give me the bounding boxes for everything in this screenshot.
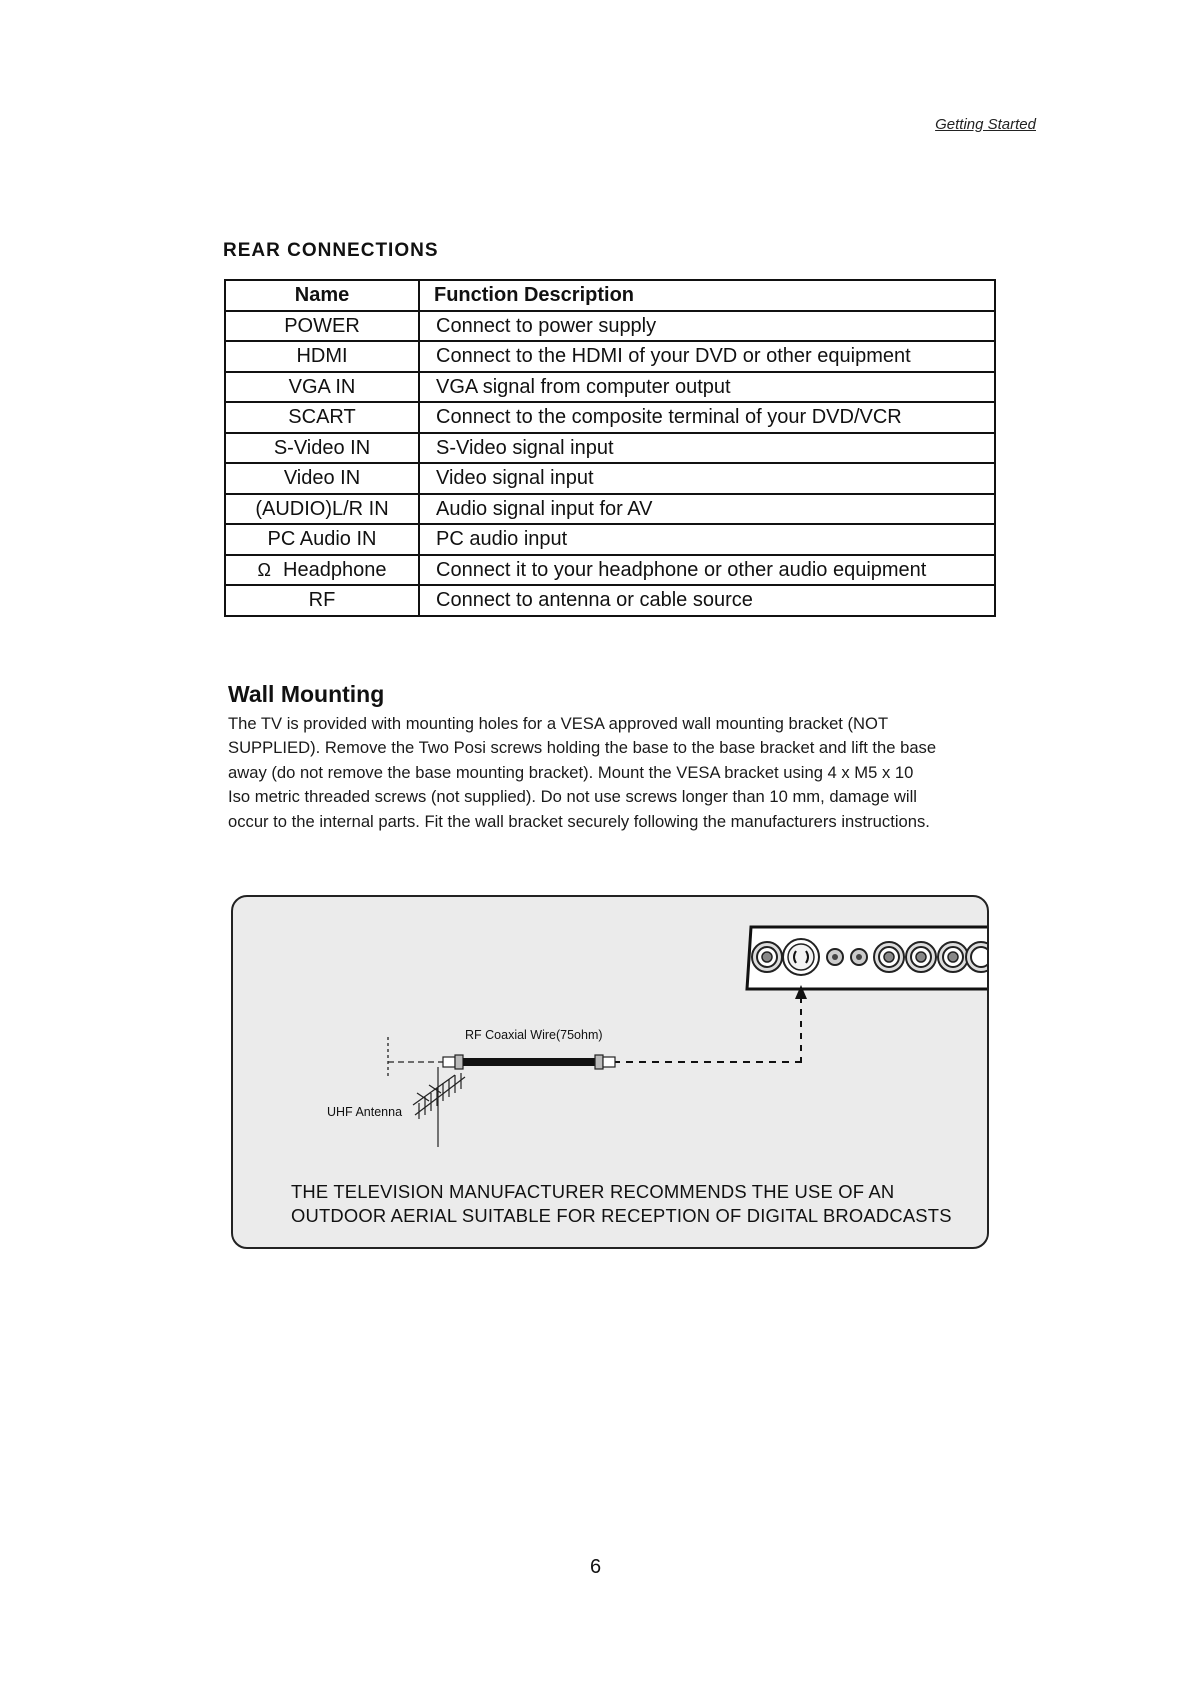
headphone-icon: Ω xyxy=(257,559,272,580)
connection-description: VGA signal from computer output xyxy=(419,372,995,403)
wall-mounting-line: Iso metric threaded screws (not supplied). Do not use screws longer than 10 mm, damage will xyxy=(228,787,917,807)
rf-socket-icon xyxy=(783,939,819,975)
connection-description: Connect to power supply xyxy=(419,311,995,342)
rear-connections-title: REAR CONNECTIONS xyxy=(223,240,439,261)
wall-mounting-title: Wall Mounting xyxy=(228,681,385,707)
notice-line: OUTDOOR AERIAL SUITABLE FOR RECEPTION OF DIGITAL BROADCASTS xyxy=(291,1205,952,1226)
connector-icon xyxy=(752,942,782,972)
connector-icon xyxy=(966,942,987,972)
wall-mounting-line: away (do not remove the base mounting bracket). Mount the VESA bracket using 4 x M5 x 10 xyxy=(228,762,914,782)
connection-description: Connect it to your headphone or other audio equipment xyxy=(419,555,995,586)
connection-description: Video signal input xyxy=(419,463,995,494)
coax-cable-label: RF Coaxial Wire(75ohm) xyxy=(465,1028,603,1042)
connection-description: Connect to antenna or cable source xyxy=(419,585,995,616)
connection-name: RF xyxy=(225,585,419,616)
connection-name: HDMI xyxy=(225,341,419,372)
connection-description: Connect to the HDMI of your DVD or other equipment xyxy=(419,341,995,372)
antenna-connection-diagram xyxy=(231,895,989,1249)
aerial-recommendation-notice xyxy=(291,1180,952,1228)
column-header-name: Name xyxy=(225,280,419,311)
table-row xyxy=(225,494,995,525)
table-header-row xyxy=(225,280,995,311)
connection-name: Video IN xyxy=(225,463,419,494)
small-jack-icon xyxy=(827,949,843,965)
connector-icon xyxy=(938,942,968,972)
wall-mounting-text xyxy=(228,712,988,834)
table-row xyxy=(225,585,995,616)
connection-name: VGA IN xyxy=(225,372,419,403)
page-number: 6 xyxy=(589,1556,602,1578)
connection-description: Connect to the composite terminal of your DVD/VCR xyxy=(419,402,995,433)
connection-description: PC audio input xyxy=(419,524,995,555)
table-row xyxy=(225,463,995,494)
connection-name: (AUDIO)L/R IN xyxy=(225,494,419,525)
section-header-label: Getting Started xyxy=(935,116,1036,133)
small-jack-icon xyxy=(851,949,867,965)
tv-rear-panel xyxy=(747,927,987,989)
connector-icon xyxy=(906,942,936,972)
uhf-antenna-label: UHF Antenna xyxy=(327,1105,403,1119)
table-row xyxy=(225,372,995,403)
wall-mounting-line: The TV is provided with mounting holes for a VESA approved wall mounting bracket (NOT xyxy=(228,714,889,733)
table-row xyxy=(225,341,995,372)
connection-description: S-Video signal input xyxy=(419,433,995,464)
coaxial-cable-icon xyxy=(388,1037,615,1079)
wall-mounting-line: SUPPLIED). Remove the Two Posi screws holding the base to the base bracket and lift the base xyxy=(228,738,937,758)
table-row xyxy=(225,524,995,555)
connection-name-cell xyxy=(225,555,419,586)
table-row xyxy=(225,555,995,586)
connection-description: Audio signal input for AV xyxy=(419,494,995,525)
connection-name: S-Video IN xyxy=(225,433,419,464)
table-row xyxy=(225,402,995,433)
rear-connections-table xyxy=(224,279,996,617)
table-row xyxy=(225,433,995,464)
table-row xyxy=(225,311,995,342)
connection-name: PC Audio IN xyxy=(225,524,419,555)
signal-path xyxy=(613,985,807,1063)
wall-mounting-line: occur to the internal parts. Fit the wall bracket securely following the manufacturers instructions. xyxy=(228,811,930,831)
uhf-antenna-icon xyxy=(413,1067,465,1147)
column-header-function: Function Description xyxy=(419,280,995,311)
connector-icon xyxy=(874,942,904,972)
connection-name: Headphone xyxy=(283,558,387,581)
notice-line: THE TELEVISION MANUFACTURER RECOMMENDS THE USE OF AN xyxy=(291,1181,895,1202)
connection-name: POWER xyxy=(225,311,419,342)
connection-name: SCART xyxy=(225,402,419,433)
